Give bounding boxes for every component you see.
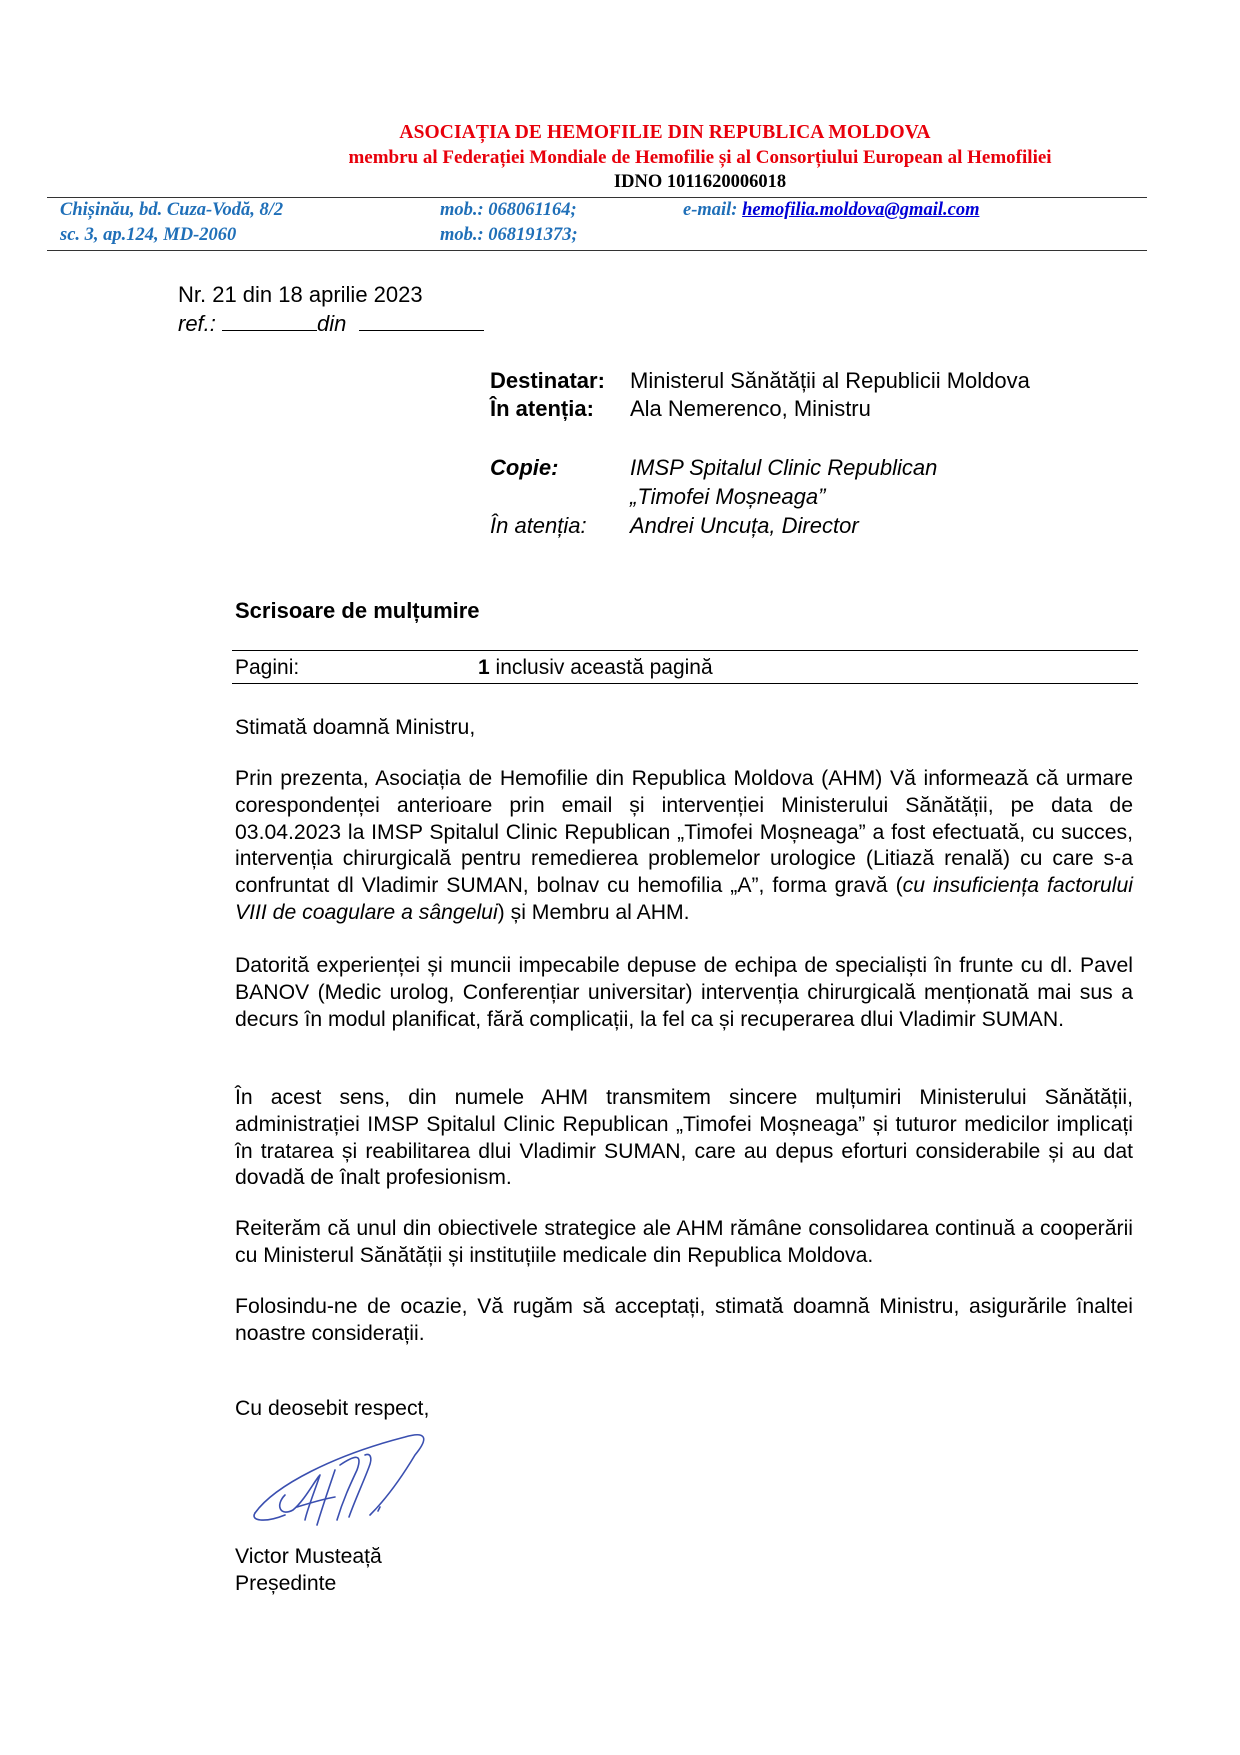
paragraph-1 [235, 766, 1133, 927]
paragraph-4 [235, 1216, 1133, 1270]
p4-text: Reiterăm că unul din obiectivele strategice ale AHM rămâne consolidarea continuă a cooperării cu Ministerul Sănătății și instituțiile medicale din Republica Moldova. [235, 1217, 1133, 1267]
salutation-text: Stimată doamnă Ministru, [235, 716, 476, 739]
address-line-1: Chișinău, bd. Cuza-Vodă, 8/2 [60, 200, 284, 220]
p2-text: Datorită experienței și muncii impecabile depuse de echipa de specialiști în frunte cu dl. Pavel BANOV (Medic urolog, Conferențiar universitar) intervenția chirurgicală menționată mai sus a decurs în modul planificat, fără complicații, la fel ca și recuperarea dlui Vladimir SUMAN. [235, 954, 1133, 1031]
p1-italic: cu insuficiența factorului VIII de coagulare a sângelui [235, 874, 1133, 924]
organization-membership: membru al Federației Mondiale de Hemofilie și al Consorțiului European al Hemofiliei [348, 147, 1052, 168]
paragraph-5 [235, 1294, 1133, 1348]
p1-text-a: Prin prezenta, Asociația de Hemofilie din Republica Moldova (AHM) Vă informează că urmare corespondenței anterioare prin email și intervenției Ministerului Sănătății, pe data de 03.04.2023 la IMSP Spitalul Clinic Republican „Timofei Moșneaga” a fost efectuată, cu succes, intervenția chirurgicală pentru remedierea problemelor urologice (Litiază renală) cu care s-a confruntat dl Vladimir SUMAN, bolnav cu hemofilia „A”, forma gravă ( [235, 767, 1133, 898]
recipient-row [490, 368, 1030, 394]
copy-value-line2: „Timofei Moșneaga” [630, 484, 826, 509]
copy-attention-label: În atenția: [490, 513, 587, 538]
attention-row [490, 396, 871, 422]
closing-phrase: Cu deosebit respect, [235, 1397, 430, 1420]
phone-2: mob.: 068191373; [440, 225, 578, 245]
email-label: e-mail: [683, 200, 743, 220]
din-blank [359, 310, 484, 331]
pages-text: inclusiv această pagină [489, 656, 713, 679]
copy-value-line1: IMSP Spitalul Clinic Republican [630, 455, 938, 480]
email-block [683, 200, 979, 221]
p3-text: În acest sens, din numele AHM transmitem sincere mulțumiri Ministerului Sănătății, administrației IMSP Spitalul Clinic Republican „Timofei Moșneaga” și tuturor medicilor implicați în tratarea și reabilitarea dlui Vladimir SUMAN, care au depus eforturi considerabile și au dat dovadă de înalt profesionism. [235, 1086, 1133, 1190]
salutation [235, 715, 1133, 742]
p5-text: Folosindu-ne de ocazie, Vă rugăm să acceptați, stimată doamnă Ministru, asigurările înaltei noastre considerații. [235, 1295, 1133, 1345]
letterhead-divider-top [47, 197, 1147, 198]
p1-text-b: ) și Membru al AHM. [497, 900, 690, 924]
reference-line [178, 310, 484, 337]
address-line-2: sc. 3, ap.124, MD-2060 [60, 225, 237, 245]
ref-blank [222, 310, 317, 331]
phone-1: mob.: 068061164; [440, 200, 577, 220]
paragraph-3 [235, 1085, 1133, 1192]
copy-attention-value: Andrei Uncuța, Director [630, 513, 859, 538]
copy-row [490, 455, 937, 481]
paragraph-2 [235, 953, 1133, 1033]
pages-count: 1 [478, 656, 490, 679]
document-number: Nr. 21 din 18 aprilie 2023 [178, 282, 423, 307]
pages-rule-bottom [232, 683, 1138, 684]
copy-label: Copie: [490, 455, 559, 480]
attention-value: Ala Nemerenco, Ministru [630, 396, 871, 421]
organization-name: ASOCIAȚIA DE HEMOFILIE DIN REPUBLICA MOLDOVA [399, 122, 931, 143]
organization-idno: IDNO 1011620006018 [613, 172, 787, 192]
destinatar-label: Destinatar: [490, 368, 605, 393]
din-label: din [317, 311, 347, 336]
pages-label: Pagini: [235, 656, 300, 679]
signatory-name: Victor Musteață [235, 1545, 382, 1568]
letter-subject: Scrisoare de mulțumire [235, 598, 480, 623]
copy-attention-row [490, 513, 859, 539]
letterhead-divider-bottom [47, 250, 1147, 251]
ref-label: ref.: [178, 311, 216, 336]
pages-rule-top [232, 650, 1138, 651]
pages-value [478, 656, 713, 680]
destinatar-value: Ministerul Sănătății al Republicii Moldova [630, 368, 1030, 393]
attention-label: În atenția: [490, 396, 594, 421]
signature-icon [245, 1425, 445, 1535]
email-link[interactable]: hemofilia.moldova@gmail.com [742, 200, 980, 220]
signatory-title: Președinte [235, 1572, 337, 1595]
